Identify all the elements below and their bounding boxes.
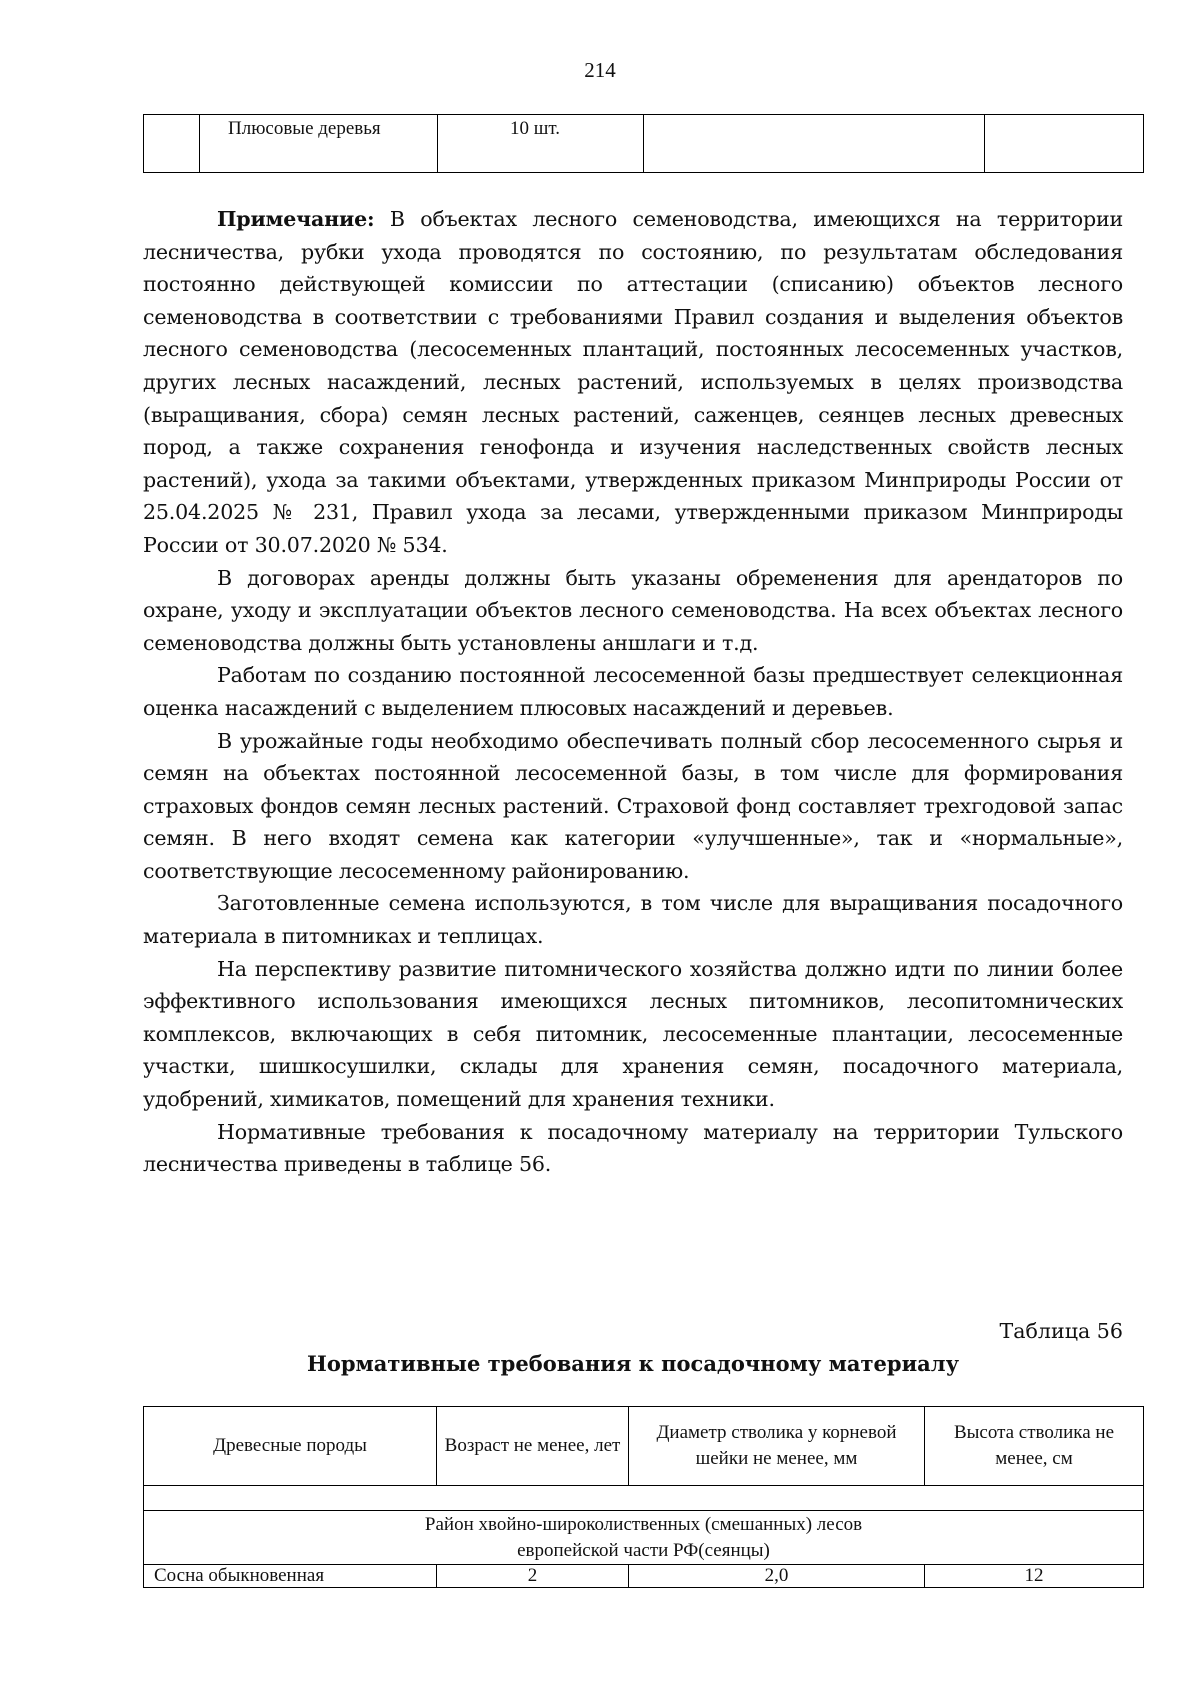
note-paragraph [143, 203, 1123, 562]
table-cell [144, 1486, 1144, 1511]
paragraph: На перспективу развитие питомнического хозяйства должно идти по линии более эффективного использования имеющихся лесных питомников, лесопитомнических комплексов, включающих в себя питомник, лесосеменные плантации, лесосеменные участки, шишкосушилки, склады для хранения семян, посадочного материала, удобрений, химикатов, помещений для хранения техники. [143, 956, 1123, 1112]
paragraph: Нормативные требования к посадочному материалу на территории Тульского лесничества приведены в таблице 56. [143, 1119, 1123, 1177]
header-species: Древесные породы [144, 1407, 437, 1486]
paragraph: В урожайные годы необходимо обеспечивать полный сбор лесосеменного сырья и семян на объектах постоянной лесосеменной базы, в том числе для формирования страховых фондов семян лесных растений. Страховой фонд составляет трехгодовой запас семян. В него входят семена как категории «улучшенные», так и «нормальные», соответствующие лесосеменному районированию. [143, 728, 1123, 883]
table-row [144, 1565, 1144, 1588]
seed-objects-table-tail [143, 114, 1144, 173]
zone-title [144, 1511, 1144, 1565]
zone-title-text: Район хвойно-широколиственных (смешанных) лесов европейской части РФ(сеянцы) [424, 1514, 863, 1561]
table-label: Таблица 56 [999, 1319, 1123, 1343]
table-header-row [144, 1407, 1144, 1486]
cell-age: 2 [437, 1565, 629, 1588]
table-spacer-row [144, 1486, 1144, 1511]
header-age: Возраст не менее, лет [437, 1407, 629, 1486]
table-cell [144, 115, 200, 173]
cell-diameter: 2,0 [629, 1565, 925, 1588]
header-height: Высота стволика не менее, см [925, 1407, 1144, 1486]
table-cell-quantity: 10 шт. [438, 115, 644, 173]
planting-material-requirements-table [143, 1406, 1144, 1588]
table-row [144, 115, 1144, 173]
paragraph: Работам по созданию постоянной лесосеменной базы предшествует селекционная оценка насаждений с выделением плюсовых насаждений и деревьев. [143, 663, 1123, 720]
cell-species: Сосна обыкновенная [144, 1565, 437, 1588]
paragraph: В договорах аренды должны быть указаны обременения для арендаторов по охране, уходу и эксплуатации объектов лесного семеноводства. На всех объектах лесного семеноводства должны быть установлены аншлаги и т.д. [143, 565, 1123, 655]
header-diameter: Диаметр стволика у корневой шейки не менее, мм [629, 1407, 925, 1486]
cell-height: 12 [925, 1565, 1144, 1588]
table-cell [644, 115, 985, 173]
table-cell-name: Плюсовые деревья [200, 115, 438, 173]
table-title: Нормативные требования к посадочному материалу [306, 1351, 960, 1376]
note-text: В объектах лесного семеноводства, имеющихся на территории лесничества, рубки ухода проводятся по состоянию, по результатам обследования постоянно действующей комиссии по аттестации (списанию) объектов лесного семеноводства в соответствии с требованиями Правил создания и выделения объектов лесного семеноводства (лесосеменных плантаций, постоянных лесосеменных участков, других лесных насаждений, лесных растений, используемых в целях производства (выращивания, сбора) семян лесных растений, саженцев, сеянцев лесных древесных пород, а также сохранения генофонда и изучения наследственных свойств лесных растений), ухода за такими объектами, утвержденных приказом Минприроды России от 25.04.2025 № 231, Правил ухода за лесами, утвержденными приказом Минприроды России от 30.07.2020 № 534. [143, 207, 1123, 557]
table-zone-row [144, 1511, 1144, 1565]
paragraph: Заготовленные семена используются, в том числе для выращивания посадочного материала в питомниках и теплицах. [143, 891, 1123, 949]
table-cell [985, 115, 1144, 173]
body-text [143, 203, 1123, 1181]
note-label: Примечание: [217, 207, 375, 231]
page-number: 214 [584, 58, 616, 82]
